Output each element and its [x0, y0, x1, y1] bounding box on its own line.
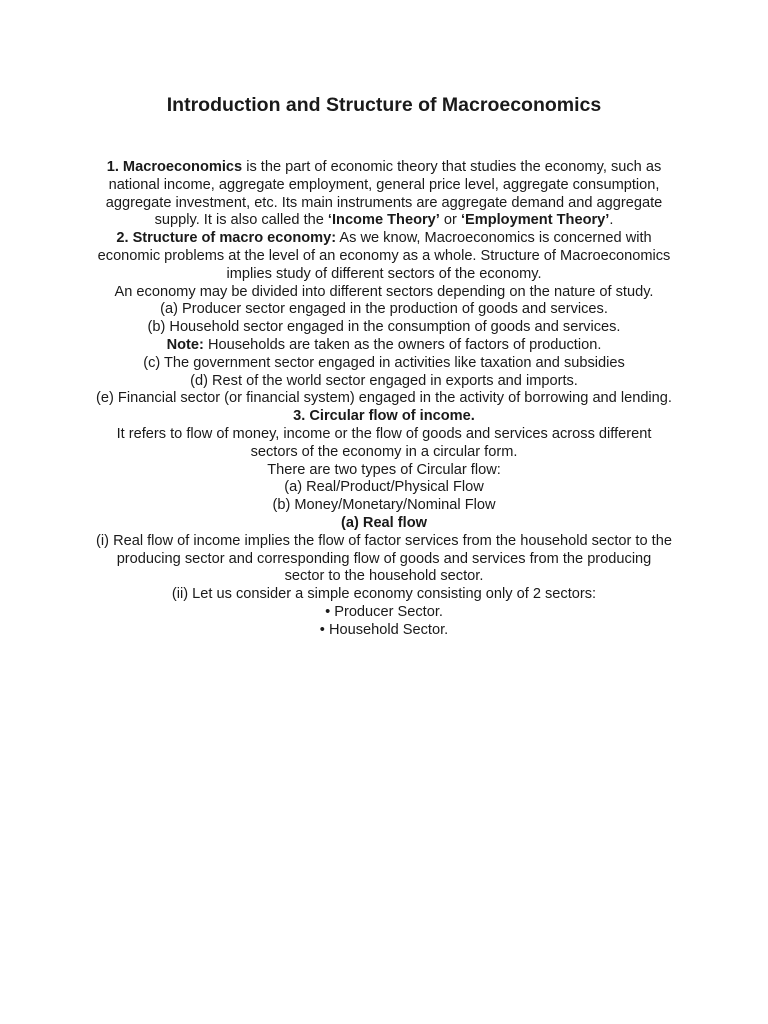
sector-household: (b) Household sector engaged in the consumption of goods and services. [147, 319, 621, 336]
section-1-text: is the part of economic theory that studies the economy, such as national income, aggregate employment, general price level, aggregate consumption, aggregate investment, etc. Its main instruments are aggregate demand and aggregate supply. It is also called the [105, 159, 663, 229]
sector-financial: (e) Financial sector (or financial system) engaged in the activity of borrowing and lending. [96, 390, 672, 407]
document-title: Introduction and Structure of Macroeconomics [166, 94, 602, 116]
sector-rest-of-world: (d) Rest of the world sector engaged in exports and imports. [190, 372, 578, 389]
circular-flow-definition: It refers to flow of money, income or the flow of goods and services across different sectors of the economy in a circular form. [116, 425, 652, 460]
paragraph-sectors-intro: An economy may be divided into different sectors depending on the nature of study. [114, 283, 654, 300]
section-1-end: . [609, 212, 614, 229]
section-1-label: 1. Macroeconomics [106, 159, 243, 175]
real-flow-heading-text: (a) Real flow [341, 514, 427, 531]
note-text: Households are taken as the owners of factors of production. [203, 336, 602, 353]
employment-theory-term: ‘Employment Theory’ [460, 212, 610, 229]
note-label: Note: [166, 336, 204, 353]
bullet-producer-sector: • Producer Sector. [325, 603, 443, 620]
section-3-heading [96, 408, 672, 426]
income-theory-term: ‘Income Theory’ [327, 212, 440, 229]
section-2-text: As we know, Macroeconomics is concerned with economic problems at the level of an economy as a whole. Structure of Macroeconomics implies study of different sectors of the economy. [97, 230, 671, 282]
flow-type-money: (b) Money/Monetary/Nominal Flow [272, 497, 496, 514]
sector-producer: (a) Producer sector engaged in the production of goods and services. [160, 301, 608, 318]
section-1-or: or [439, 212, 461, 229]
real-flow-heading [96, 515, 672, 533]
real-flow-paragraph-2: (ii) Let us consider a simple economy consisting only of 2 sectors: [171, 586, 597, 603]
flow-type-real: (a) Real/Product/Physical Flow [284, 479, 484, 496]
paragraph-macroeconomics-definition [96, 159, 672, 230]
paragraph-structure [96, 230, 672, 283]
section-3-heading-text: 3. Circular flow of income. [293, 408, 475, 425]
section-2-label: 2. Structure of macro economy: [116, 230, 337, 247]
bullet-household-sector: • Household Sector. [319, 621, 449, 638]
sector-government: (c) The government sector engaged in activities like taxation and subsidies [143, 354, 625, 371]
paragraph-note [96, 337, 672, 355]
circular-flow-types: There are two types of Circular flow: [267, 461, 501, 478]
real-flow-paragraph-1: (i) Real flow of income implies the flow of factor services from the household sector to the producing sector and corresponding flow of goods and services from the producing sector to the household sector. [96, 532, 672, 585]
document-body [96, 159, 672, 640]
